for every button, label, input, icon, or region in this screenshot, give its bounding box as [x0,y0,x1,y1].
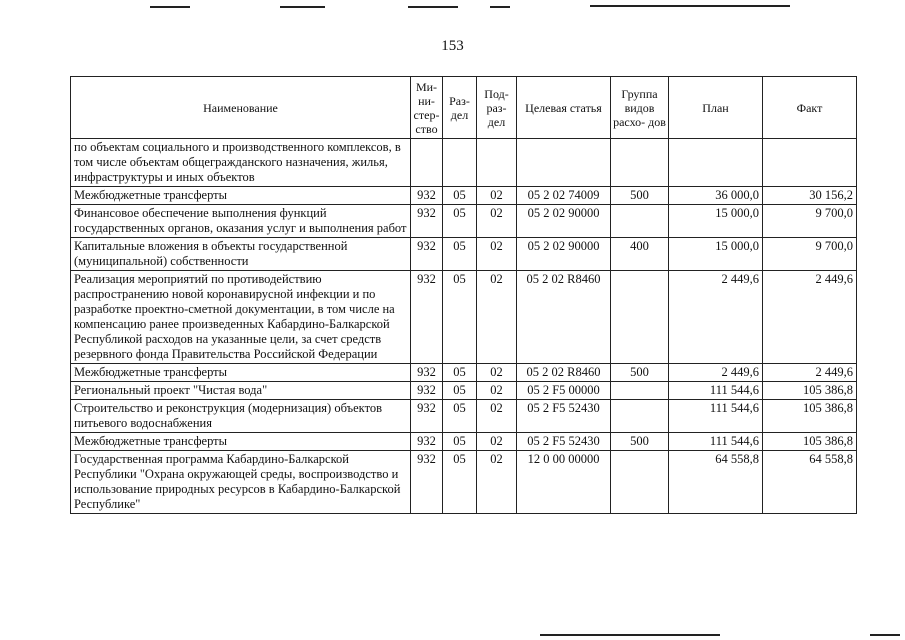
row-name: Финансовое обеспечение выполнения функций государственных органов, оказания услуг и выполнения работ [71,205,411,238]
row-ministry: 932 [411,400,443,433]
row-section: 05 [443,238,477,271]
scan-mark [590,5,790,7]
row-name: Межбюджетные трансферты [71,187,411,205]
row-plan: 111 544,6 [669,382,763,400]
row-subsection: 02 [477,364,517,382]
row-name: Реализация мероприятий по противодействию распространению новой коронавирусной инфекции и по разработке проектно-сметной документации, в том числе на компенсацию ранее произведенных Кабардино-Балкарской Республикой расходов на указанные цели, за счет средств резервного фонда Правительства Российской Федерации [71,271,411,364]
row-section [443,139,477,187]
row-group: 500 [611,433,669,451]
scan-mark [540,634,720,636]
header-subsection: Под- раз- дел [477,77,517,139]
row-target: 05 2 02 74009 [517,187,611,205]
row-target: 05 2 02 R8460 [517,271,611,364]
table-row [71,382,857,400]
row-name: Строительство и реконструкция (модернизация) объектов питьевого водоснабжения [71,400,411,433]
row-subsection: 02 [477,205,517,238]
row-name: Межбюджетные трансферты [71,364,411,382]
row-fact [763,139,857,187]
header-ministry: Ми- ни- стер- ство [411,77,443,139]
table-row [71,271,857,364]
row-group: 500 [611,187,669,205]
row-group: 500 [611,364,669,382]
scan-mark [280,6,325,8]
row-name: Региональный проект "Чистая вода" [71,382,411,400]
row-target: 12 0 00 00000 [517,451,611,514]
row-subsection: 02 [477,271,517,364]
table-row [71,433,857,451]
row-fact: 2 449,6 [763,364,857,382]
row-name: Межбюджетные трансферты [71,433,411,451]
row-target: 05 2 02 90000 [517,238,611,271]
row-fact: 64 558,8 [763,451,857,514]
row-subsection: 02 [477,400,517,433]
row-target [517,139,611,187]
header-target: Целевая статья [517,77,611,139]
row-subsection: 02 [477,187,517,205]
scan-mark [870,634,900,636]
row-subsection: 02 [477,433,517,451]
row-fact: 105 386,8 [763,382,857,400]
header-group: Группа видов расхо- дов [611,77,669,139]
row-fact: 105 386,8 [763,400,857,433]
row-subsection [477,139,517,187]
table-row [71,400,857,433]
row-ministry: 932 [411,271,443,364]
row-group [611,205,669,238]
row-plan: 15 000,0 [669,238,763,271]
table-row [71,139,857,187]
row-name: Государственная программа Кабардино-Балкарской Республики "Охрана окружающей среды, воспроизводство и использование природных ресурсов в Кабардино-Балкарской Республике" [71,451,411,514]
scan-mark [150,6,190,8]
header-row [71,77,857,139]
row-fact: 2 449,6 [763,271,857,364]
row-target: 05 2 F5 00000 [517,382,611,400]
row-subsection: 02 [477,382,517,400]
row-target: 05 2 02 R8460 [517,364,611,382]
table-row [71,187,857,205]
row-fact: 9 700,0 [763,238,857,271]
row-section: 05 [443,451,477,514]
row-fact: 30 156,2 [763,187,857,205]
row-name: Капитальные вложения в объекты государственной (муниципальной) собственности [71,238,411,271]
row-ministry: 932 [411,205,443,238]
row-plan: 15 000,0 [669,205,763,238]
table-row [71,364,857,382]
row-plan: 111 544,6 [669,400,763,433]
row-subsection: 02 [477,238,517,271]
row-fact: 9 700,0 [763,205,857,238]
row-section: 05 [443,187,477,205]
row-group [611,451,669,514]
scan-mark [408,6,458,8]
budget-table [70,76,857,514]
header-section: Раз- дел [443,77,477,139]
row-target: 05 2 F5 52430 [517,433,611,451]
row-section: 05 [443,382,477,400]
row-ministry: 932 [411,364,443,382]
row-ministry: 932 [411,382,443,400]
row-ministry: 932 [411,187,443,205]
row-group: 400 [611,238,669,271]
row-target: 05 2 F5 52430 [517,400,611,433]
row-group [611,400,669,433]
row-group [611,382,669,400]
row-name: по объектам социального и производственного комплексов, в том числе объектам общегражданского назначения, жилья, инфраструктуры и иных объектов [71,139,411,187]
table-row [71,205,857,238]
row-section: 05 [443,400,477,433]
row-plan: 36 000,0 [669,187,763,205]
row-ministry: 932 [411,238,443,271]
row-plan: 2 449,6 [669,364,763,382]
row-ministry [411,139,443,187]
header-fact: Факт [763,77,857,139]
row-ministry: 932 [411,433,443,451]
row-section: 05 [443,364,477,382]
row-ministry: 932 [411,451,443,514]
row-plan: 2 449,6 [669,271,763,364]
row-section: 05 [443,205,477,238]
row-fact: 105 386,8 [763,433,857,451]
scan-mark [490,6,510,8]
row-section: 05 [443,433,477,451]
table-row [71,238,857,271]
table-row [71,451,857,514]
row-subsection: 02 [477,451,517,514]
row-plan: 64 558,8 [669,451,763,514]
row-section: 05 [443,271,477,364]
header-name: Наименование [71,77,411,139]
row-group [611,271,669,364]
row-plan [669,139,763,187]
row-group [611,139,669,187]
page-number: 153 [441,38,464,54]
row-plan: 111 544,6 [669,433,763,451]
row-target: 05 2 02 90000 [517,205,611,238]
header-plan: План [669,77,763,139]
